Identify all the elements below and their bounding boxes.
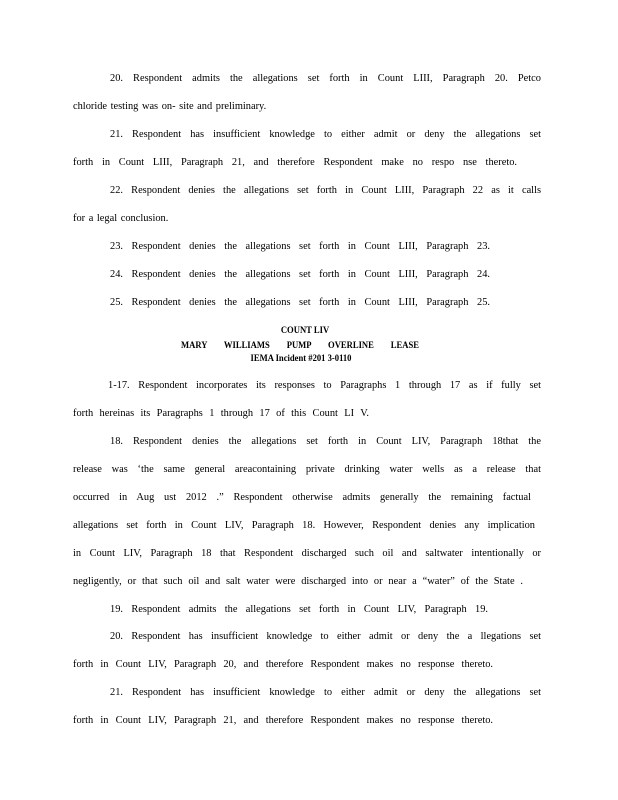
paragraph-21-line-1: 21. Respondent has insufficient knowledge to either admit or deny the allegations set (110, 129, 541, 140)
paragraph-18-line-5: in Count LIV, Paragraph 18 that Respondent discharged such oil and saltwater intentionally or (73, 548, 541, 559)
paragraph-21-liv-line-2: forth in Count LIV, Paragraph 21, and therefore Respondent makes no response thereto. (73, 715, 493, 726)
paragraph-18-line-6: negligently, or that such oil and salt water were discharged into or near a “water” of the State . (73, 576, 523, 587)
paragraph-20-line-2: chloride testing was on- site and preliminary. (73, 101, 267, 112)
paragraph-1-17-line-2: forth hereinas its Paragraphs 1 through 17 of this Count LI V. (73, 408, 369, 419)
paragraph-18-line-1: 18. Respondent denies the allegations set forth in Count LIV, Paragraph 18that the (110, 436, 541, 447)
paragraph-25: 25. Respondent denies the allegations set forth in Count LIII, Paragraph 25. (110, 297, 490, 308)
paragraph-20-liv-line-1: 20. Respondent has insufficient knowledge to either admit or deny the a llegations set (110, 631, 541, 642)
paragraph-20-line-1: 20. Respondent admits the allegations set forth in Count LIII, Paragraph 20. Petco (110, 73, 541, 84)
paragraph-22-line-2: for a legal conclusion. (73, 213, 169, 224)
count-heading: COUNT LIV (280, 324, 330, 336)
paragraph-18-line-2: release was ‘the same general areacontaining private drinking water wells as a release that (73, 464, 541, 475)
paragraph-23: 23. Respondent denies the allegations set forth in Count LIII, Paragraph 23. (110, 241, 490, 252)
incident-number: IEMA Incident #201 3-0110 (250, 352, 352, 364)
paragraph-21-liv-line-1: 21. Respondent has insufficient knowledge to either admit or deny the allegations set (110, 687, 541, 698)
paragraph-24: 24. Respondent denies the allegations set forth in Count LIII, Paragraph 24. (110, 269, 490, 280)
paragraph-20-liv-line-2: forth in Count LIV, Paragraph 20, and therefore Respondent makes no response thereto. (73, 659, 493, 670)
paragraph-18-line-4: allegations set forth in Count LIV, Paragraph 18. However, Respondent denies any implication (73, 520, 535, 531)
paragraph-21-line-2: forth in Count LIII, Paragraph 21, and therefore Respondent make no respo nse thereto. (73, 157, 517, 168)
paragraph-22-line-1: 22. Respondent denies the allegations set forth in Count LIII, Paragraph 22 as it calls (110, 185, 541, 196)
paragraph-1-17-line-1: 1-17. Respondent incorporates its responses to Paragraphs 1 through 17 as if fully set (108, 380, 541, 391)
count-subheading: MARY WILLIAMS PUMP OVERLINE LEASE (181, 339, 419, 351)
paragraph-18-line-3: occurred in Aug ust 2012 .” Respondent otherwise admits generally the remaining factual (73, 492, 531, 503)
paragraph-19: 19. Respondent admits the allegations set forth in Count LIV, Paragraph 19. (110, 604, 488, 615)
